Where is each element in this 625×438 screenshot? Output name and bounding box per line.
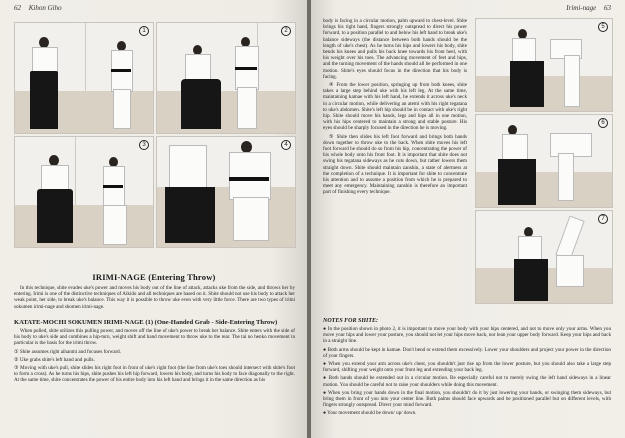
photo-4 — [156, 136, 296, 248]
photo-6-number: 6 — [598, 118, 608, 128]
photo-4-number: 4 — [281, 140, 291, 150]
right-header-title: Irimi-nage — [566, 4, 597, 12]
photo-7 — [475, 210, 613, 304]
para-c: ⑤ Shite then slides his left foot forward and brings both hands down together to throw uke to the back. When shite moves his left foot forward he should do so from his hip, concentrating the power of his whole body onto his front foot. It is important that shite does not swing his tegatana sideways as he cuts down, but rather lowers them straight down. Shite should maintain zanshin, a state of alertness at the completion of a technique. It is important for shite to concentrate his attention and to assume a position from which he is prepared to meet any emergency. Maintaining zanshin is therefore an important part of finishing every technique. — [323, 133, 467, 196]
photo-2 — [156, 22, 296, 134]
note-1: ● In the position shown in photo 2, it is important to move your body with your hips centered, and not to move only your arms. When you move your hips and lower your posture, you should not let your hips move back, nor lean your upper body forward. Keep your hips and back in a straight line. — [323, 326, 612, 345]
right-page-number: 63 — [604, 4, 611, 12]
note-2: ● Both arms should be kept in kamae. Don't bend or extend them excessively. Lower your shoulders and project your power in the direction of your fingers. — [323, 346, 611, 359]
sub-intro-paragraph: When pulled, shite utilizes this pulling power, and moves off the line of uke's power to break her balance. Shite enters with the side of his body to uke's side and combines a hip-turn, weight shift and hand movement to throw uke to the rear. The tai no henko movement in particular is the basis for the irimi throw. — [14, 328, 295, 347]
step-3: ③ Moving with uke's pull, shite slides his right foot in front of uke's right foot (the line from uke's toes should intersect with shite's foot to form a cross). As he turns his hips, shite pushes his left hip forward, lowers his body, and turns his body to face diagonally to the right. At the same time, shite concentrates the power of his entire body into his left hand and brings it in the same direction as his — [14, 365, 296, 384]
left-running-head — [14, 4, 62, 12]
note-6: ● Your movement should be down/ up/ down. — [323, 410, 417, 417]
para-a: body is facing in a circular motion, palm upward to chest-level. Shite brings his right hand, fingers strongly outspread to direct his power forward, to a position parallel to and below his left hand to break uke's balance sideways (the distance between both hands should be the length of uke's chest). As he turns his hips and lowers his body, shite bends his knees and pulls his back knee towards his front heel, with his weight over his toes. The advancing movement of feet and hips, and the turning movement of the hands should all be performed in one motion. Shite's eyes should focus in the direction that his body is facing. — [323, 18, 467, 80]
left-page-number: 62 — [14, 4, 21, 12]
intro-paragraph: In this technique, shite evades uke's power and moves his body out of the line of attack, attacks uke from the side, and throws her by entering. Irimi is one of the distinctive techniques of Aikido and all techniques are based on it. Shite should not use his body to attack her weak point, her side, to break uke's balance. This way it is possible to throw uke even with very little force. There are two types of irimi sokumen irimi-nage and shomen irimi-nage. — [14, 285, 295, 310]
photo-5 — [475, 18, 613, 112]
photo-1-number: 1 — [139, 26, 149, 36]
left-header-title: Kihon Giho — [28, 4, 62, 12]
photo-6 — [475, 114, 613, 208]
notes-text — [323, 326, 611, 419]
subsection-title: KATATE-MOCHI SOKUMEN IRIMI-NAGE (1) (One-Handed Grab - Side-Entering Throw) — [14, 319, 278, 326]
left-page — [0, 0, 308, 438]
note-4: ● Both hands should be extended out in a circular motion. Be especially careful not to merely swing the left hand sideways in a linear motion. You should be careful not to raise your shoulders while doing this movement. — [323, 375, 611, 388]
photo-1 — [14, 22, 154, 134]
photo-7-number: 7 — [598, 214, 608, 224]
left-intro-text — [14, 285, 295, 312]
right-page — [311, 0, 625, 438]
section-title: IRIMI-NAGE (Entering Throw) — [92, 272, 216, 282]
notes-title: NOTES FOR SHITE: — [323, 318, 379, 324]
right-running-head — [566, 4, 611, 12]
step-2: ② Uke grabs shite's left hand and pulls. — [14, 356, 95, 363]
step-1: ① Shite assumes right aihanmi and focuses forward. — [14, 348, 121, 355]
note-3: ● When you extend your arm across uke's chest, you shouldn't just rise up from the lower posture, but you should also take a large step forward, shifting your weight onto your front leg and extending your back leg. — [323, 361, 611, 374]
photo-2-number: 2 — [281, 26, 291, 36]
note-5: ● When you bring your hands down in the final motion, you shouldn't do it by just lowering your hands, or swinging them sideways, but bring them in front of you into your center line. Both palms should face upwards and be positioned parallel but on different levels, with fingers strongly outspread. Direct your mind forward. — [323, 389, 611, 409]
right-column-text — [323, 18, 467, 198]
para-b: ④ From the lower position, springing up from both knees, shite takes a large step behind uke with his left leg. At the same time, maintaining kamae with his left hand, he extends it across uke's neck in a circular motion, while delivering an atemi with his right tegatana to uke's abdomen. Shite's left hip should be in contact with uke's right hip. Shite should move his hands, legs and hips all in one motion, with his hips centered to maintain a strong and stable posture. His eyes should be sharply focused in the direction he is moving. — [323, 82, 468, 132]
left-body-text — [14, 328, 295, 386]
photo-5-number: 5 — [598, 22, 608, 32]
photo-3 — [14, 136, 154, 248]
photo-3-number: 3 — [139, 140, 149, 150]
